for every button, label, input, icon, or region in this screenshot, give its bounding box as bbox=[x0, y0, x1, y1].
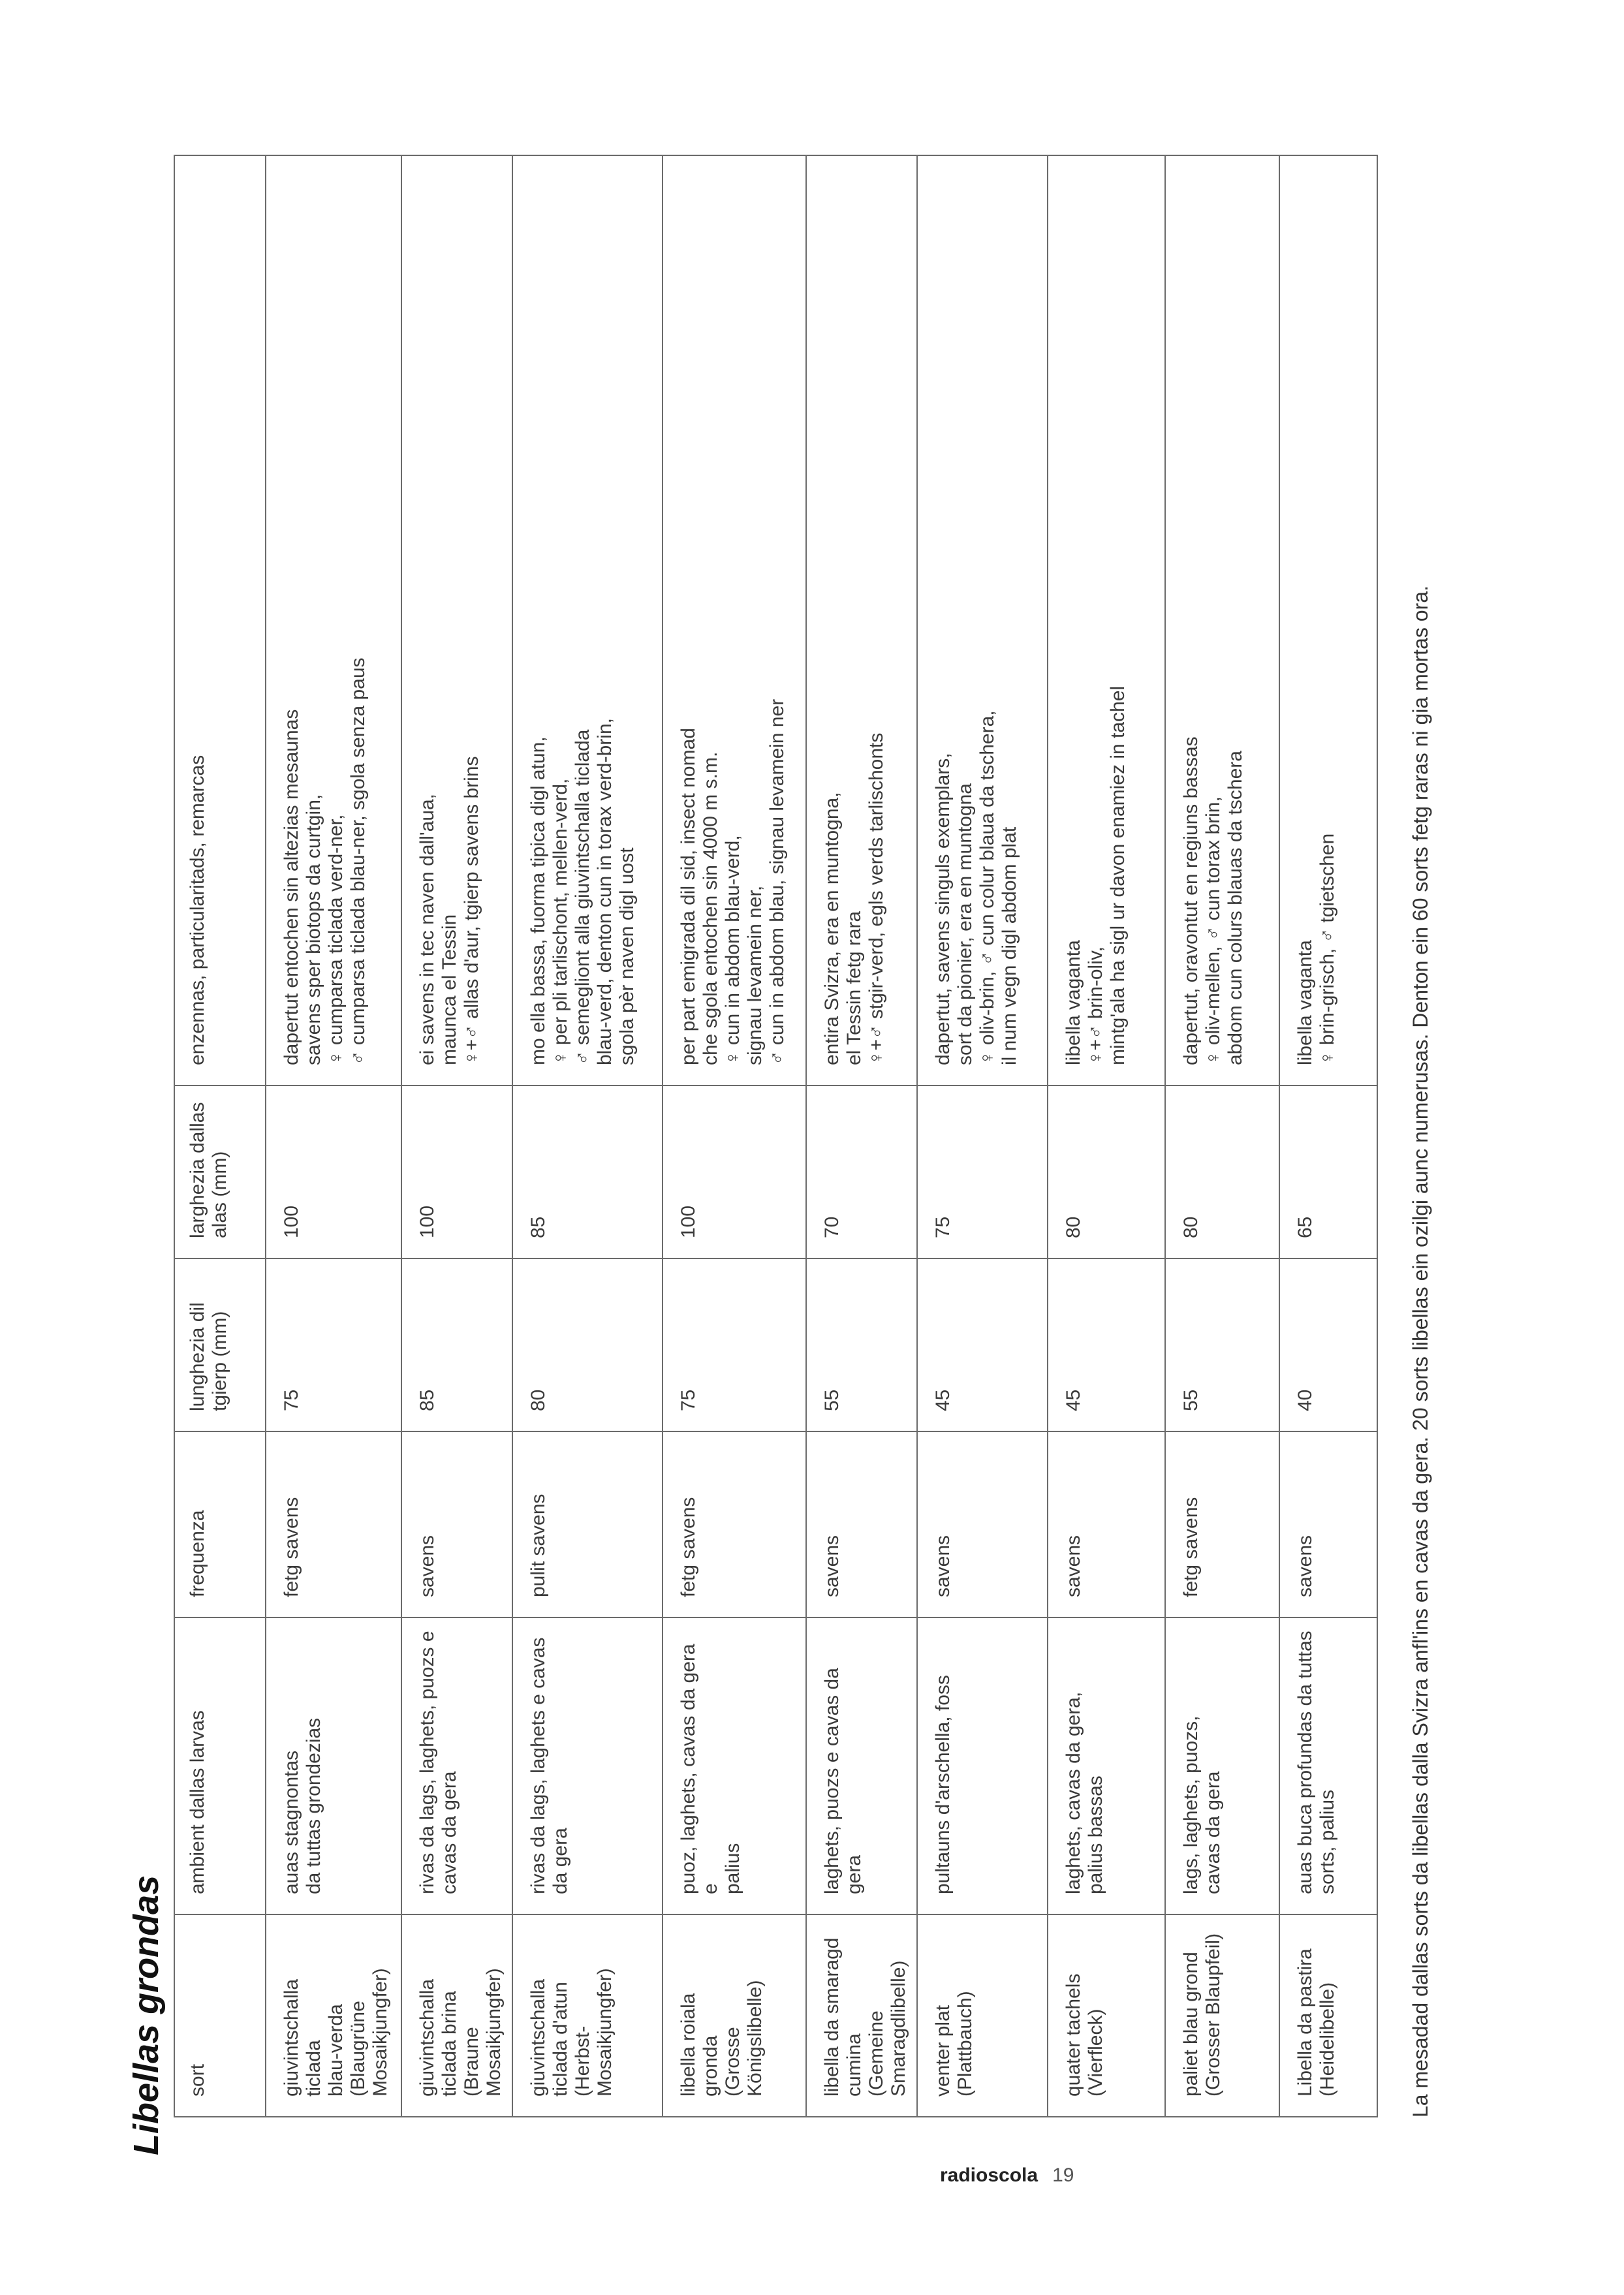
cell-larghezia: 85 bbox=[512, 1085, 663, 1258]
cell-lunghezia: 45 bbox=[1048, 1258, 1165, 1431]
table-row bbox=[266, 155, 401, 2117]
header-larghezia: larghezia dallas alas (mm) bbox=[174, 1085, 266, 1258]
table-row bbox=[1165, 155, 1279, 2117]
cell-frequenza: pulit savens bbox=[512, 1431, 663, 1617]
footer-label bbox=[940, 2164, 1074, 2187]
cell-ambient: auas stagnontas da tuttas grondezias bbox=[266, 1617, 401, 1914]
header-ambient: ambient dallas larvas bbox=[174, 1617, 266, 1914]
table-row bbox=[1279, 155, 1377, 2117]
cell-ambient: rivas da lags, laghets, puozs e cavas da gera bbox=[401, 1617, 512, 1914]
table-row bbox=[806, 155, 917, 2117]
cell-frequenza: fetg savens bbox=[663, 1431, 806, 1617]
cell-lunghezia: 45 bbox=[917, 1258, 1048, 1431]
cell-enzennas: dapertut entochen sin altezias mesaunas savens sper biotops da curtgin, ♀ cumparsa ticlada verd-ner, ♂ cumparsa ticlada blau-ner, sgola senza paus bbox=[266, 155, 401, 1085]
cell-enzennas: ei savens in tec naven dall'aua, maunca el Tessin ♀+♂ allas d'aur, tgierp savens brins bbox=[401, 155, 512, 1085]
cell-larghezia: 80 bbox=[1165, 1085, 1279, 1258]
footer-brand: radioscola bbox=[940, 2164, 1038, 2186]
cell-enzennas: mo ella bassa, fuorma tipica digl atun, ♀ per pli tarlischont, mellen-verd, ♂ semegliont alla giuvintschalla ticlada blau-verd, denton cun in torax verd-brin, sgola pèr naven digl uost bbox=[512, 155, 663, 1085]
cell-sort: paliet blau grond (Grosser Blaupfeil) bbox=[1165, 1914, 1279, 2117]
cell-enzennas: libella vaganta ♀+♂ brin-oliv, mintg'ala ha sigl ur davon enamiez in tachel bbox=[1048, 155, 1165, 1085]
cell-frequenza: savens bbox=[1279, 1431, 1377, 1617]
cell-ambient: auas buca profundas da tuttas sorts, palius bbox=[1279, 1617, 1377, 1914]
cell-frequenza: fetg savens bbox=[1165, 1431, 1279, 1617]
table-row bbox=[401, 155, 512, 2117]
cell-larghezia: 70 bbox=[806, 1085, 917, 1258]
cell-enzennas: entira Svizra, era en muntogna, el Tessin fetg rara ♀+♂ stgir-verd, egls verds tarlischonts bbox=[806, 155, 917, 1085]
cell-ambient: laghets, cavas da gera, palius bassas bbox=[1048, 1617, 1165, 1914]
table-row bbox=[1048, 155, 1165, 2117]
cell-larghezia: 100 bbox=[266, 1085, 401, 1258]
cell-ambient: puoz, laghets, cavas da gera e palius bbox=[663, 1617, 806, 1914]
cell-enzennas: dapertut, savens singuls exemplars, sort da pionier, era en muntogna ♀ oliv-brin, ♂ cun colur blaua da tschera, il num vegn digl abdom plat bbox=[917, 155, 1048, 1085]
header-lunghezia: lunghezia dil tgierp (mm) bbox=[174, 1258, 266, 1431]
cell-ambient: rivas da lags, laghets e cavas da gera bbox=[512, 1617, 663, 1914]
cell-lunghezia: 75 bbox=[663, 1258, 806, 1431]
cell-sort: Libella da pastira (Heidelibelle) bbox=[1279, 1914, 1377, 2117]
cell-larghezia: 100 bbox=[663, 1085, 806, 1258]
cell-ambient: laghets, puozs e cavas da gera bbox=[806, 1617, 917, 1914]
cell-larghezia: 80 bbox=[1048, 1085, 1165, 1258]
cell-frequenza: fetg savens bbox=[266, 1431, 401, 1617]
cell-lunghezia: 40 bbox=[1279, 1258, 1377, 1431]
cell-larghezia: 75 bbox=[917, 1085, 1048, 1258]
cell-sort: giuvintschalla ticlada d'atun (Herbst-Mosaikjungfer) bbox=[512, 1914, 663, 2117]
cell-sort: libella roiala gronda (Grosse Königslibelle) bbox=[663, 1914, 806, 2117]
cell-larghezia: 65 bbox=[1279, 1085, 1377, 1258]
table-row bbox=[512, 155, 663, 2117]
dragonfly-table bbox=[174, 155, 1378, 2117]
cell-lunghezia: 80 bbox=[512, 1258, 663, 1431]
cell-sort: giuvintschalla ticlada brina (Braune Mosaikjungfer) bbox=[401, 1914, 512, 2117]
cell-enzennas: libella vaganta ♀ brin-grisch, ♂ tgietschen bbox=[1279, 155, 1377, 1085]
cell-sort: quater tachels (Vierfleck) bbox=[1048, 1914, 1165, 2117]
cell-enzennas: per part emigrada dil sid, insect nomad che sgola entochen sin 4000 m s.m. ♀ cun in abdom blau-verd, signau levamein ner, ♂ cun in abdom blau, signau levamein ner bbox=[663, 155, 806, 1085]
cell-frequenza: savens bbox=[806, 1431, 917, 1617]
cell-ambient: pultauns d'arschella, foss bbox=[917, 1617, 1048, 1914]
cell-frequenza: savens bbox=[401, 1431, 512, 1617]
header-sort: sort bbox=[174, 1914, 266, 2117]
table-header-row bbox=[174, 155, 266, 2117]
cell-frequenza: savens bbox=[1048, 1431, 1165, 1617]
footer-page-number: 19 bbox=[1052, 2164, 1074, 2186]
cell-lunghezia: 55 bbox=[806, 1258, 917, 1431]
cell-sort: giuvintschalla ticlada blau-verda (Blaugrüne Mosaikjungfer) bbox=[266, 1914, 401, 2117]
header-enzennas: enzennas, particularitads, remarcas bbox=[174, 155, 266, 1085]
cell-ambient: lags, laghets, puozs, cavas da gera bbox=[1165, 1617, 1279, 1914]
footnote: La mesadad dallas sorts da libellas dalla Svizra anfl'ins en cavas da gera. 20 sorts libellas ein ozilgi aunc numerusas. Denton ein 60 sorts fetg raras ni gia mortas ora. bbox=[1409, 585, 1432, 2117]
cell-sort: venter plat (Plattbauch) bbox=[917, 1914, 1048, 2117]
header-frequenza: frequenza bbox=[174, 1431, 266, 1617]
cell-enzennas: dapertut, oravontut en regiuns bassas ♀ oliv-mellen, ♂ cun torax brin, abdom cun colurs blauas da tschera bbox=[1165, 155, 1279, 1085]
cell-lunghezia: 55 bbox=[1165, 1258, 1279, 1431]
cell-larghezia: 100 bbox=[401, 1085, 512, 1258]
cell-frequenza: savens bbox=[917, 1431, 1048, 1617]
cell-lunghezia: 75 bbox=[266, 1258, 401, 1431]
page-title: Libellas grondas bbox=[127, 1875, 166, 2155]
table-row bbox=[663, 155, 806, 2117]
table-row bbox=[917, 155, 1048, 2117]
cell-lunghezia: 85 bbox=[401, 1258, 512, 1431]
cell-sort: libella da smaragd cumina (Gemeine Smaragdlibelle) bbox=[806, 1914, 917, 2117]
